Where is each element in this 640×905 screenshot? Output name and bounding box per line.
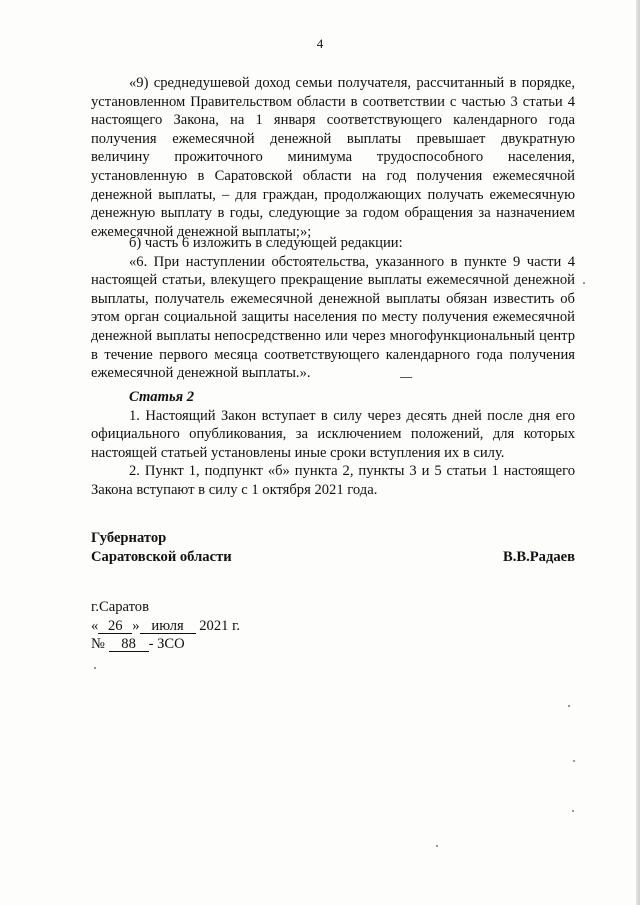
date-month: июля [140, 619, 196, 634]
scan-edge [636, 0, 640, 905]
number-prefix: № [91, 636, 105, 653]
place-date-block [91, 598, 240, 654]
scan-speck [94, 667, 96, 669]
close-quote: » [132, 617, 140, 634]
signature-block [91, 529, 575, 566]
city: г.Саратов [91, 599, 149, 615]
page-number: 4 [316, 36, 324, 51]
open-quote: « [91, 617, 99, 634]
document-number: 88 [109, 637, 149, 652]
date-line [91, 617, 240, 636]
scan-speck [573, 760, 575, 762]
number-line [91, 635, 240, 654]
signer-name: В.В.Радаев [502, 548, 575, 565]
amendment-block-2 [91, 234, 575, 383]
article-title: Статья 2 [129, 389, 195, 405]
date-year: 2021 г. [199, 617, 241, 634]
scan-speck [436, 845, 438, 847]
amendment-block-1 [91, 74, 575, 241]
date-day: 26 [98, 619, 132, 634]
scan-mark [400, 377, 412, 378]
paragraph-part-6: «6. При наступлении обстоятельства, указанного в пункте 9 части 4 настоящей статьи, влекущего прекращение выплаты ежемесячной денежной выплаты, получатель ежемесячной денежной выплаты обязан известить об этом орган социальной защиты населения по месту получения ежемесячной денежной выплаты непосредственно или через многофункциональный центр в течение первого месяца соответствующего календарного года получения ежемесячной денежной выплаты.». [91, 253, 575, 382]
signer-title-line-2: Саратовской области [91, 548, 232, 565]
paragraph-item-9: «9) среднедушевой доход семьи получателя, рассчитанный в порядке, установленном Правительством области в соответствии с частью 3 статьи 4 настоящего Закона, на 1 января соответствующего календарного года получения ежемесячной денежной выплаты превышает двукратную величину прожиточного минимума трудоспособного населения, установленную в Саратовской области на год получения ежемесячной денежной выплаты, – для граждан, продолжающих получать ежемесячную денежную выплату в годы, следующие за годом обращения за назначением ежемесячной денежной выплаты;»; [91, 75, 575, 240]
article-paragraph-2: 2. Пункт 1, подпункт «б» пункта 2, пункты 3 и 5 статьи 1 настоящего Закона вступают в силу с 1 октября 2021 года. [91, 463, 575, 498]
scan-speck [583, 282, 585, 284]
article-2-section [91, 388, 575, 500]
number-suffix: - ЗСО [148, 636, 185, 653]
paragraph-item-b: б) часть 6 изложить в следующей редакции: [129, 235, 403, 251]
scan-speck [568, 705, 570, 707]
article-paragraph-1: 1. Настоящий Закон вступает в силу через десять дней после дня его официального опубликования, за исключением положений, для которых настоящей статьей установлены иные сроки вступления их в силу. [91, 407, 575, 461]
signer-title-line-1: Губернатор [91, 530, 167, 546]
scan-speck [572, 810, 574, 812]
